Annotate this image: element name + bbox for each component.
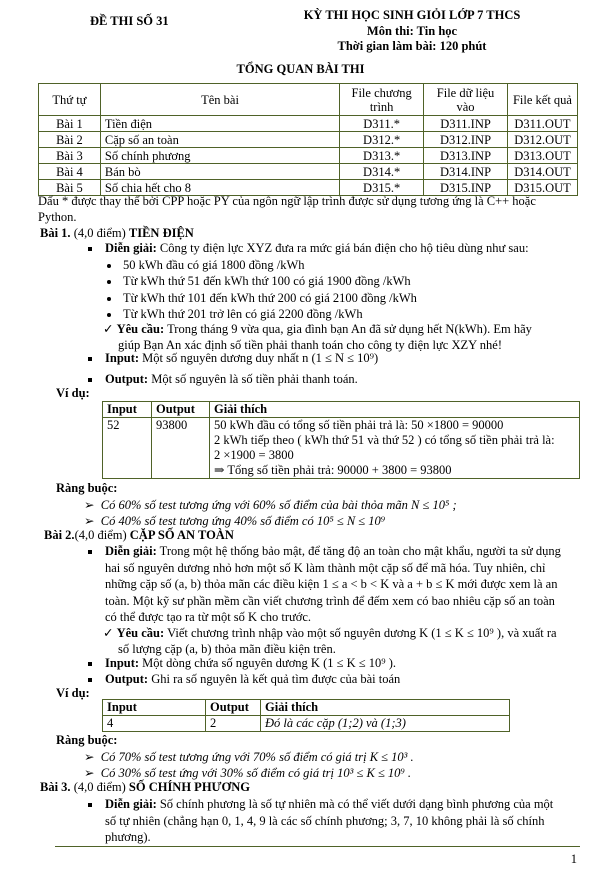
- page-number: 1: [570, 852, 577, 866]
- problem1-example-label: Ví dụ:: [56, 386, 90, 400]
- problem3-heading: [40, 780, 250, 795]
- problem-label: Bài 3.: [40, 780, 71, 794]
- problem1-constraints-label: Ràng buộc:: [56, 481, 118, 495]
- list-item: [107, 306, 417, 322]
- cell: D313.*: [340, 148, 424, 164]
- problem2-constraints-label: Ràng buộc:: [56, 733, 118, 747]
- col-input: Input: [103, 700, 206, 716]
- example-explain: [210, 418, 580, 479]
- list-item: [84, 765, 414, 781]
- square-bullet-icon: [88, 550, 92, 554]
- col-input: Input: [103, 402, 152, 418]
- col-program-file: File chương trình: [340, 84, 424, 116]
- col-output: Output: [152, 402, 210, 418]
- price-tiers: [107, 257, 417, 322]
- bullet-icon: [107, 313, 111, 317]
- input-text: Một dòng chứa số nguyên dương K (1 ≤ K ≤ 10⁹ ).: [142, 656, 397, 670]
- footer-rule: [55, 846, 580, 847]
- square-bullet-icon: [88, 378, 92, 382]
- exam-duration: Thời gian làm bài: 120 phút: [337, 39, 487, 53]
- problem3-desc: [88, 796, 588, 846]
- cell: D311.OUT: [507, 116, 577, 132]
- problem2-desc: [88, 543, 588, 626]
- explain-line: 2 ×1900 = 3800: [214, 448, 294, 462]
- col-order: Thứ tự: [39, 84, 101, 116]
- req-text: Trong tháng 9 vừa qua, gia đình bạn An đã sử dụng hết N(kWh). Em hãy: [167, 322, 532, 336]
- problem1-desc: [88, 241, 588, 256]
- example-header-row: [103, 700, 510, 716]
- constraint-text: Có 40% số test tương ứng 40% số điểm có 10⁵ ≤ N ≤ 10⁹: [100, 514, 386, 528]
- col-explain: Giải thích: [261, 700, 510, 716]
- desc-label: Diễn giải:: [105, 544, 157, 558]
- example-explain: Đó là các cặp (1;2) và (1;3): [261, 716, 510, 732]
- cell: D314.OUT: [507, 164, 577, 180]
- problem-title: CẶP SỐ AN TOÀN: [129, 528, 234, 542]
- explain-line: 50 kWh đầu có tổng số tiền phải trả là: 50 ×1800 = 90000: [214, 418, 504, 432]
- note-line: Dấu * được thay thế bởi CPP hoặc PY của ngôn ngữ lập trình được sử dụng tương ứng là C++ hoặc: [38, 194, 536, 208]
- example-output: 2: [206, 716, 261, 732]
- col-name: Tên bài: [100, 84, 339, 116]
- note-line: Python.: [38, 209, 77, 224]
- cell: D314.INP: [424, 164, 508, 180]
- overview-title: TỔNG QUAN BÀI THI: [236, 62, 365, 76]
- checkmark-icon: ✓: [103, 626, 117, 640]
- problem1-heading: [40, 226, 194, 241]
- table-row: [39, 148, 578, 164]
- cell: Bán bò: [100, 164, 339, 180]
- example-header-row: [103, 402, 580, 418]
- tier-text: Từ kWh thứ 201 trở lên có giá 2200 đồng /kWh: [123, 306, 363, 321]
- overview-header-row: [39, 84, 578, 116]
- explain-line: 2 kWh tiếp theo ( kWh thứ 51 và thứ 52 ) có tổng số tiền phải trả là:: [214, 433, 555, 447]
- problem2-constraints: [84, 749, 414, 781]
- problem-points: (4,0 điểm): [73, 226, 126, 240]
- cell: Số chính phương: [100, 148, 339, 164]
- cell: D315.OUT: [507, 180, 577, 196]
- cell: Bài 4: [39, 164, 101, 180]
- desc-text: Số chính phương là số tự nhiên mà có thể viết dưới dạng bình phương của một: [159, 797, 554, 811]
- desc-text: có thể được tạo ra từ một số K cho trước.: [105, 610, 312, 624]
- problem2-input: [88, 656, 396, 671]
- tier-text: Từ kWh thứ 51 đến kWh thứ 100 có giá 1900 đồng /kWh: [123, 274, 411, 289]
- cell: Bài 5: [39, 180, 101, 196]
- problem2-output: [88, 672, 400, 687]
- constraint-text: Có 60% số test tương ứng với 60% số điểm của bài thỏa mãn N ≤ 10⁵ ;: [100, 498, 457, 512]
- desc-text: phương).: [105, 830, 151, 844]
- problem1-constraints: [84, 497, 457, 529]
- cell: Bài 2: [39, 132, 101, 148]
- input-text: Một số nguyên dương duy nhất n (1 ≤ N ≤ 10⁹): [142, 351, 379, 365]
- bullet-icon: [107, 297, 111, 301]
- square-bullet-icon: [88, 357, 92, 361]
- constraint-text: Có 30% số test ứng với 30% số điểm có giá trị 10³ ≤ K ≤ 10⁹ .: [100, 766, 412, 780]
- problem1-requirement: [103, 321, 588, 353]
- list-item: [107, 273, 417, 289]
- problem-points: (4,0 điểm): [73, 780, 126, 794]
- problem2-requirement: [103, 625, 588, 657]
- example-output: 93800: [152, 418, 210, 479]
- list-item: [84, 513, 457, 529]
- exam-number: ĐỀ THI SỐ 31: [90, 14, 169, 28]
- output-text: Ghi ra số nguyên là kết quả tìm được của bài toán: [151, 672, 401, 686]
- problem1-input: [88, 351, 378, 366]
- cell: D312.OUT: [507, 132, 577, 148]
- req-label: Yêu cầu:: [116, 322, 165, 336]
- problem-points: (4,0 điểm): [74, 528, 127, 542]
- req-text: số lượng cặp (a, b) thỏa mãn điều kiện trên.: [118, 642, 336, 656]
- cell: D312.INP: [424, 132, 508, 148]
- cell: D311.*: [340, 116, 424, 132]
- problem1-example-table: [102, 401, 580, 479]
- exam-title: KỲ THI HỌC SINH GIỎI LỚP 7 THCS: [303, 8, 521, 22]
- arrow-bullet-icon: ➢: [84, 498, 101, 512]
- problem-label: Bài 1.: [40, 226, 71, 240]
- overview-table: [38, 83, 578, 196]
- problem2-heading: [44, 528, 234, 543]
- example-input: 52: [103, 418, 152, 479]
- table-row: [39, 164, 578, 180]
- desc-label: Diễn giải:: [105, 241, 157, 255]
- col-output: Output: [206, 700, 261, 716]
- desc-text: hai số nguyên dương nhỏ hơn một số K làm thành một cặp số để mã hóa. Tuy nhiên, chỉ: [105, 560, 546, 575]
- list-item: [107, 257, 417, 273]
- cell: Bài 3: [39, 148, 101, 164]
- problem2-example-label: Ví dụ:: [56, 686, 90, 700]
- desc-label: Diễn giải:: [105, 797, 157, 811]
- cell: Bài 1: [39, 116, 101, 132]
- cell: D311.INP: [424, 116, 508, 132]
- desc-text: số tự nhiên (chẳng hạn 0, 1, 4, 9 là các số chính phương; 3, 7, 10 không phải là số chính: [105, 813, 545, 828]
- constraint-text: Có 70% số test tương ứng với 70% số điểm có giá trị K ≤ 10³ .: [100, 750, 414, 764]
- explain-line: ⇒ Tổng số tiền phải trả: 90000 + 3800 = 93800: [214, 463, 452, 477]
- cell: D315.INP: [424, 180, 508, 196]
- square-bullet-icon: [88, 247, 92, 251]
- table-row: [39, 132, 578, 148]
- list-item: [84, 497, 457, 513]
- problem-label: Bài 2.: [44, 528, 75, 542]
- col-output-file: File kết quả: [507, 84, 577, 116]
- bullet-icon: [107, 264, 111, 268]
- desc-text: những cặp số (a, b) thỏa mãn các điều kiện 1 ≤ a < b < K và a + b ≤ K mới được xem là an: [105, 577, 558, 591]
- cell: D313.INP: [424, 148, 508, 164]
- cell: D315.*: [340, 180, 424, 196]
- overview-note: [38, 194, 583, 225]
- cell: Số chia hết cho 8: [100, 180, 339, 196]
- table-row: [103, 716, 510, 732]
- square-bullet-icon: [88, 662, 92, 666]
- col-input-file: File dữ liệu vào: [424, 84, 508, 116]
- output-label: Output:: [105, 372, 149, 386]
- desc-text: Trong một hệ thống bảo mật, để tăng độ an toàn cho mật khẩu, người ta sử dụng: [159, 544, 561, 558]
- cell: Cặp số an toàn: [100, 132, 339, 148]
- list-item: [84, 749, 414, 765]
- square-bullet-icon: [88, 803, 92, 807]
- tier-text: Từ kWh thứ 101 đến kWh thứ 200 có giá 2100 đồng /kWh: [123, 290, 417, 305]
- req-label: Yêu cầu:: [116, 626, 165, 640]
- exam-subject: Môn thi: Tin học: [366, 23, 458, 38]
- tier-text: 50 kWh đầu có giá 1800 đồng /kWh: [123, 258, 305, 272]
- list-item: [107, 290, 417, 306]
- table-row: [103, 418, 580, 479]
- problem2-example-table: [102, 699, 510, 732]
- output-text: Một số nguyên là số tiền phải thanh toán.: [151, 372, 358, 386]
- input-label: Input:: [105, 656, 140, 670]
- col-explain: Giải thích: [210, 402, 580, 418]
- checkmark-icon: ✓: [103, 322, 117, 336]
- desc-text: toàn. Một kỹ sư phần mềm cần viết chương trình để đếm xem có bao nhiêu cặp số an toàn: [105, 593, 555, 608]
- desc-text: Công ty điện lực XYZ đưa ra mức giá bán điện cho hộ tiêu dùng như sau:: [159, 241, 529, 255]
- problem-title: TIỀN ĐIỆN: [128, 226, 194, 240]
- output-label: Output:: [105, 672, 149, 686]
- square-bullet-icon: [88, 678, 92, 682]
- arrow-bullet-icon: ➢: [84, 514, 101, 528]
- input-label: Input:: [105, 351, 140, 365]
- cell: D313.OUT: [507, 148, 577, 164]
- cell: D312.*: [340, 132, 424, 148]
- cell: Tiền điện: [100, 116, 339, 132]
- exam-header: [262, 8, 562, 55]
- table-row: [39, 116, 578, 132]
- arrow-bullet-icon: ➢: [84, 766, 101, 780]
- req-text: giúp Bạn An xác định số tiền phải thanh toán cho công ty điện lực XZY nhé!: [118, 338, 503, 352]
- problem-title: SỐ CHÍNH PHƯƠNG: [128, 780, 250, 794]
- bullet-icon: [107, 280, 111, 284]
- req-text: Viết chương trình nhập vào một số nguyên dương K (1 ≤ K ≤ 10⁹ ), và xuất ra: [167, 626, 557, 640]
- problem1-output: [88, 372, 358, 387]
- arrow-bullet-icon: ➢: [84, 750, 101, 764]
- cell: D314.*: [340, 164, 424, 180]
- example-input: 4: [103, 716, 206, 732]
